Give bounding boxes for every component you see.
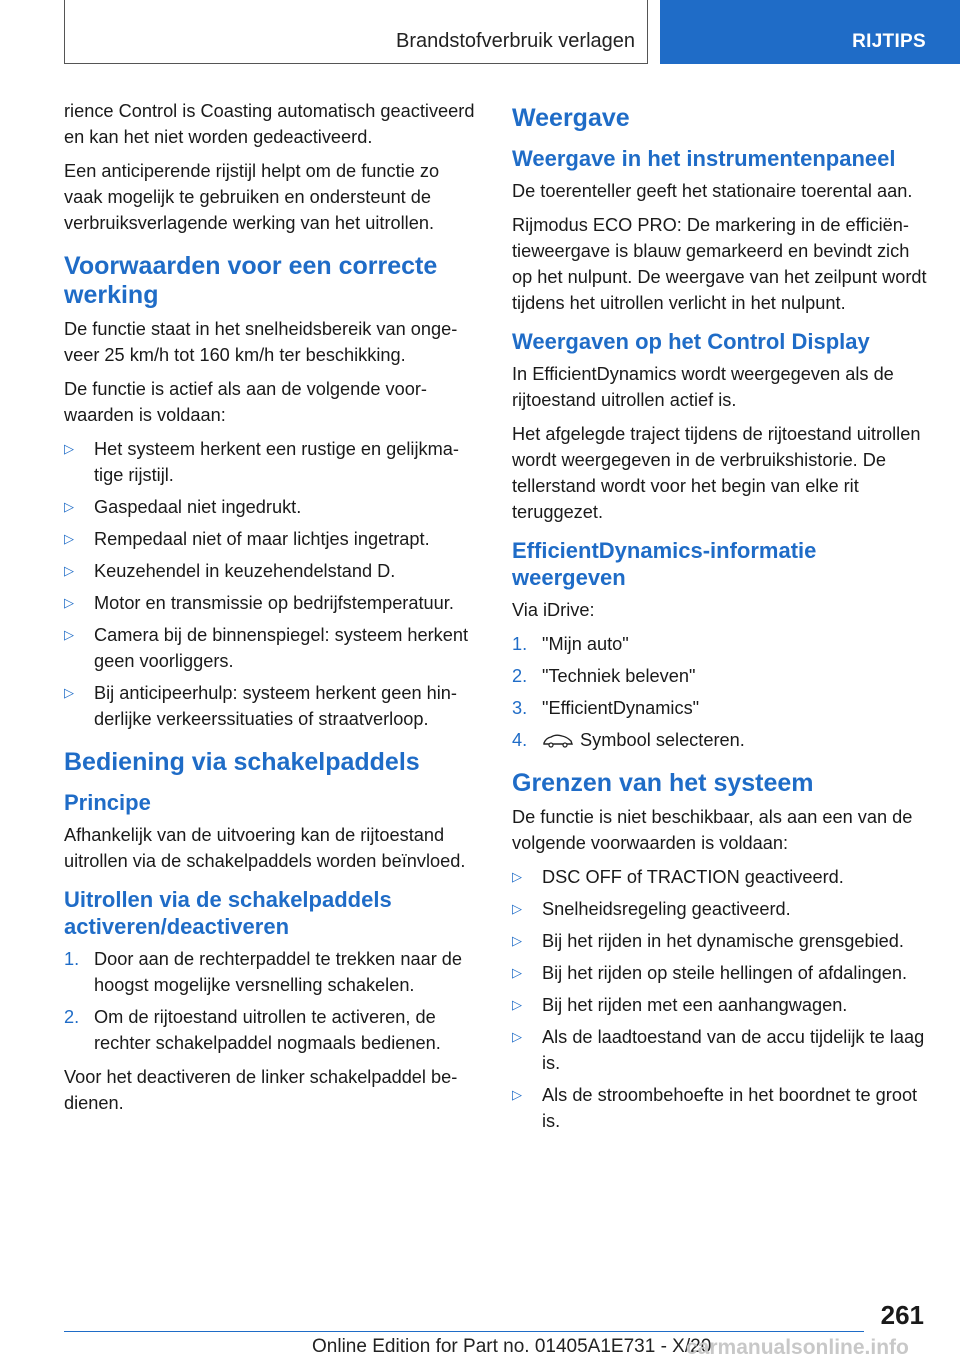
paragraph: rience Control is Coasting automatisch geactiveerd en kan het niet worden gedeactiveerd. — [64, 101, 475, 147]
list-item: ▷ Motor en transmissie op bedrijfstemperatuur. — [64, 590, 479, 616]
step-text: "EfficientDynamics" — [542, 698, 700, 718]
limits-list — [512, 864, 927, 1134]
heading-info: EfficientDynamics-informatie weergeven — [512, 538, 817, 590]
conditions-list — [64, 436, 479, 732]
left-column — [64, 98, 479, 1124]
step-item — [512, 631, 927, 657]
list-item: ▷ Rempedaal niet of maar lichtjes ingetrapt. — [64, 526, 479, 552]
list-item: ▷ Gaspedaal niet ingedrukt. — [64, 494, 479, 520]
step-item — [512, 727, 927, 753]
step-text: Symbool selecteren. — [580, 730, 745, 750]
paragraph: Afhankelijk van de uitvoering kan de rijtoestand uitrollen via de schakelpaddels worden beïnvloed. — [64, 825, 466, 871]
step-number: 1. — [64, 949, 80, 969]
heading-conditions: Voorwaarden voor een correcte werking — [64, 252, 438, 309]
paragraph: De toerenteller geeft het stationaire toerental aan. — [512, 181, 913, 201]
paragraph: De functie is actief als aan de volgende voorwaarden is voldaan: — [64, 379, 427, 425]
step-number: 2. — [512, 666, 528, 686]
page-number: 261 — [880, 1300, 924, 1330]
step-number: 4. — [512, 730, 528, 750]
list-item: ▷ Als de laadtoestand van de accu tijdelijk te laag is. — [512, 1024, 927, 1076]
list-item: ▷ DSC OFF of TRACTION geactiveerd. — [512, 864, 927, 890]
list-item: ▷ Bij het rijden in het dynamische grensgebied. — [512, 928, 927, 954]
paddle-steps — [64, 946, 479, 1056]
heading-control-display: Weergaven op het Control Display — [512, 329, 870, 354]
list-item: ▷ Keuzehendel in keuzehendelstand D. — [64, 558, 479, 584]
heading-principle: Principe — [64, 790, 151, 815]
step-text: Door aan de rechterpaddel te trekken naar de hoogst mogelijke versnelling schakelen. — [94, 949, 463, 995]
list-item: ▷ Bij anticipeerhulp: systeem herkent geen hinderlijke verkeerssituaties of straatverloop. — [64, 680, 479, 732]
heading-limits: Grenzen van het systeem — [512, 769, 814, 797]
footer-divider — [64, 1331, 864, 1332]
header-section-box — [64, 0, 648, 64]
coasting-car-icon — [542, 732, 574, 750]
step-item — [64, 946, 479, 998]
step-text: "Mijn auto" — [542, 634, 629, 654]
step-item — [512, 663, 927, 689]
list-item: ▷ Snelheidsregeling geactiveerd. — [512, 896, 927, 922]
list-item: ▷ Het systeem herkent een rustige en gelijkmatige rijstijl. — [64, 436, 479, 488]
step-item — [64, 1004, 479, 1056]
paragraph: Een anticiperende rijstijl helpt om de functie zo vaak mogelijk te gebruiken en ondersteunt de verbruiksverlagende werking van het uitrollen. — [64, 161, 440, 233]
list-item: ▷ Camera bij de binnenspiegel: systeem herkent geen voorliggers. — [64, 622, 479, 674]
watermark: carmanualsonline.info — [686, 1336, 909, 1359]
paragraph: Voor het deactiveren de linker schakelpaddel bedienen. — [64, 1067, 458, 1113]
chapter-tab-label: RIJTIPS — [852, 31, 926, 52]
step-item — [512, 695, 927, 721]
paragraph: Het afgelegde traject tijdens de rijtoestand uitrollen wordt weergegeven in de verbruikshistorie. De tellerstand wordt voor het begin van elke rit teruggezet. — [512, 424, 921, 522]
step-number: 3. — [512, 698, 528, 718]
list-item: ▷ Bij het rijden met een aanhangwagen. — [512, 992, 927, 1018]
paragraph: De functie staat in het snelheidsbereik van ongeveer 25 km/h tot 160 km/h ter beschikking. — [64, 319, 458, 365]
section-title: Brandstofverbruik verlagen — [395, 30, 635, 52]
list-item: ▷ Als de stroombehoefte in het boordnet te groot is. — [512, 1082, 927, 1134]
paragraph: In EfficientDynamics wordt weergegeven als de rijtoestand uitrollen actief is. — [512, 364, 894, 410]
heading-paddles: Bediening via schakelpaddels — [64, 748, 420, 776]
heading-activate: Uitrollen via de schakelpaddels activeren/deactiveren — [64, 887, 392, 939]
paragraph: Via iDrive: — [512, 600, 595, 620]
heading-cluster: Weergave in het instrumentenpaneel — [512, 146, 896, 171]
step-number: 2. — [64, 1007, 80, 1027]
right-column — [512, 98, 927, 1142]
step-number: 1. — [512, 634, 528, 654]
paragraph: De functie is niet beschikbaar, als aan een van de volgende voorwaarden is voldaan: — [512, 807, 913, 853]
heading-display: Weergave — [512, 104, 630, 132]
chapter-tab — [660, 0, 960, 64]
step-text: Om de rijtoestand uitrollen te activeren, de rechter schakelpaddel nogmaals bedienen. — [94, 1007, 441, 1053]
list-item: ▷ Bij het rijden op steile hellingen of afdalingen. — [512, 960, 927, 986]
paragraph: Rijmodus ECO PRO: De markering in de efficiëntieweergave is blauw gemarkeerd en bevindt zich op het nulpunt. De weergave van het zeilpunt wordt tijdens het uitrollen verlicht in het nulpunt. — [512, 215, 927, 313]
idrive-steps — [512, 631, 927, 753]
footer-edition: Online Edition for Part no. 01405A1E731 - X/20 — [312, 1336, 712, 1357]
step-text: "Techniek beleven" — [542, 666, 696, 686]
